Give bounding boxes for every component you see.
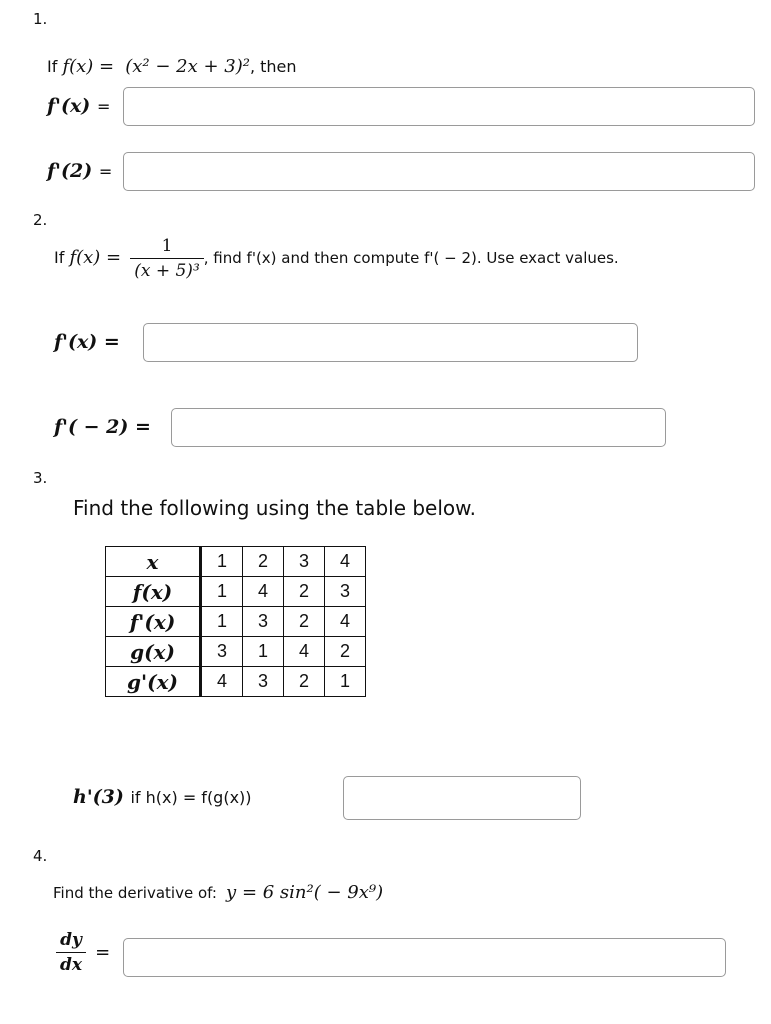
table-cell: 4 (201, 667, 243, 697)
values-table (105, 546, 366, 697)
table-cell: 4 (243, 577, 284, 607)
table-row-header: g'(x) (106, 667, 201, 697)
answer-input-derivative[interactable] (123, 87, 755, 126)
table-cell: 4 (325, 607, 366, 637)
question-3-instruction: Find the following using the table below. (73, 496, 477, 520)
answer-input-derivative-at-2[interactable] (123, 152, 755, 191)
question-4-number: 4. (33, 847, 48, 865)
fraction-numerator: 1 (130, 236, 204, 259)
label-text: f'(2) (47, 160, 93, 182)
answer-input-derivative-at-minus-2[interactable] (171, 408, 666, 447)
answer-label-derivative-at-2 (47, 160, 112, 182)
function-name: f(x) = (69, 247, 122, 268)
table-cell: 3 (243, 667, 284, 697)
statement-prefix: If (47, 57, 58, 76)
table-cell: 2 (243, 547, 284, 577)
table-cell: 2 (284, 607, 325, 637)
dy-dx-denominator: dx (60, 955, 83, 975)
question-4-statement (53, 882, 383, 903)
table-row (106, 667, 366, 697)
table-row (106, 577, 366, 607)
prompt-label: h'(3) (73, 786, 124, 808)
statement-prefix: If (54, 248, 65, 267)
question-2-statement (54, 236, 619, 281)
statement-suffix: , then (249, 57, 297, 76)
answer-input-dy-dx[interactable] (123, 938, 726, 977)
table-cell: 1 (243, 637, 284, 667)
prompt-text: if h(x) = f(g(x)) (130, 788, 252, 807)
table-cell: 2 (325, 637, 366, 667)
table-row (106, 547, 366, 577)
answer-input-derivative[interactable] (143, 323, 638, 362)
function-expression: (x² − 2x + 3)² (125, 56, 250, 77)
dy-dx-fraction (56, 930, 86, 975)
table-cell: 3 (325, 577, 366, 607)
table-row-header: g(x) (106, 637, 201, 667)
table-cell: 1 (201, 577, 243, 607)
equals-sign: = (96, 97, 111, 116)
equals-sign: = (98, 162, 113, 181)
table-cell: 1 (201, 607, 243, 637)
table-cell: 4 (325, 547, 366, 577)
answer-label-derivative-at-minus-2: f'( − 2) = (54, 416, 151, 438)
fraction-denominator: (x + 5)³ (134, 261, 200, 281)
table-cell: 2 (284, 667, 325, 697)
equals-sign: = (95, 942, 111, 963)
table-cell: 1 (201, 547, 243, 577)
label-text: f'(x) (47, 95, 91, 117)
question-1-statement (47, 56, 297, 77)
table-cell: 3 (284, 547, 325, 577)
table-cell: 2 (284, 577, 325, 607)
table-row (106, 637, 366, 667)
table-row-header: f(x) (106, 577, 201, 607)
question-2-number: 2. (33, 211, 48, 229)
table-cell: 3 (201, 637, 243, 667)
table-row-header: x (106, 547, 201, 577)
table-cell: 1 (325, 667, 366, 697)
question-4-instruction: Find the derivative of: (53, 884, 217, 902)
answer-label-derivative (47, 95, 110, 117)
answer-input-composition[interactable] (343, 776, 581, 820)
function-name: f(x) = (62, 56, 115, 77)
table-row-header: f'(x) (106, 607, 201, 637)
fraction (130, 236, 204, 281)
statement-suffix: , find f'(x) and then compute f'( − 2). Use exact values. (203, 249, 619, 267)
composition-prompt (73, 786, 252, 808)
derivative-equation: y = 6 sin²( − 9x⁹) (226, 882, 384, 903)
answer-label-derivative: f'(x) = (54, 331, 120, 353)
question-1-number: 1. (33, 10, 48, 28)
table-cell: 4 (284, 637, 325, 667)
table-row (106, 607, 366, 637)
dy-dx-label (56, 930, 110, 975)
question-3-number: 3. (33, 469, 48, 487)
table-cell: 3 (243, 607, 284, 637)
dy-dx-numerator: dy (56, 930, 86, 953)
